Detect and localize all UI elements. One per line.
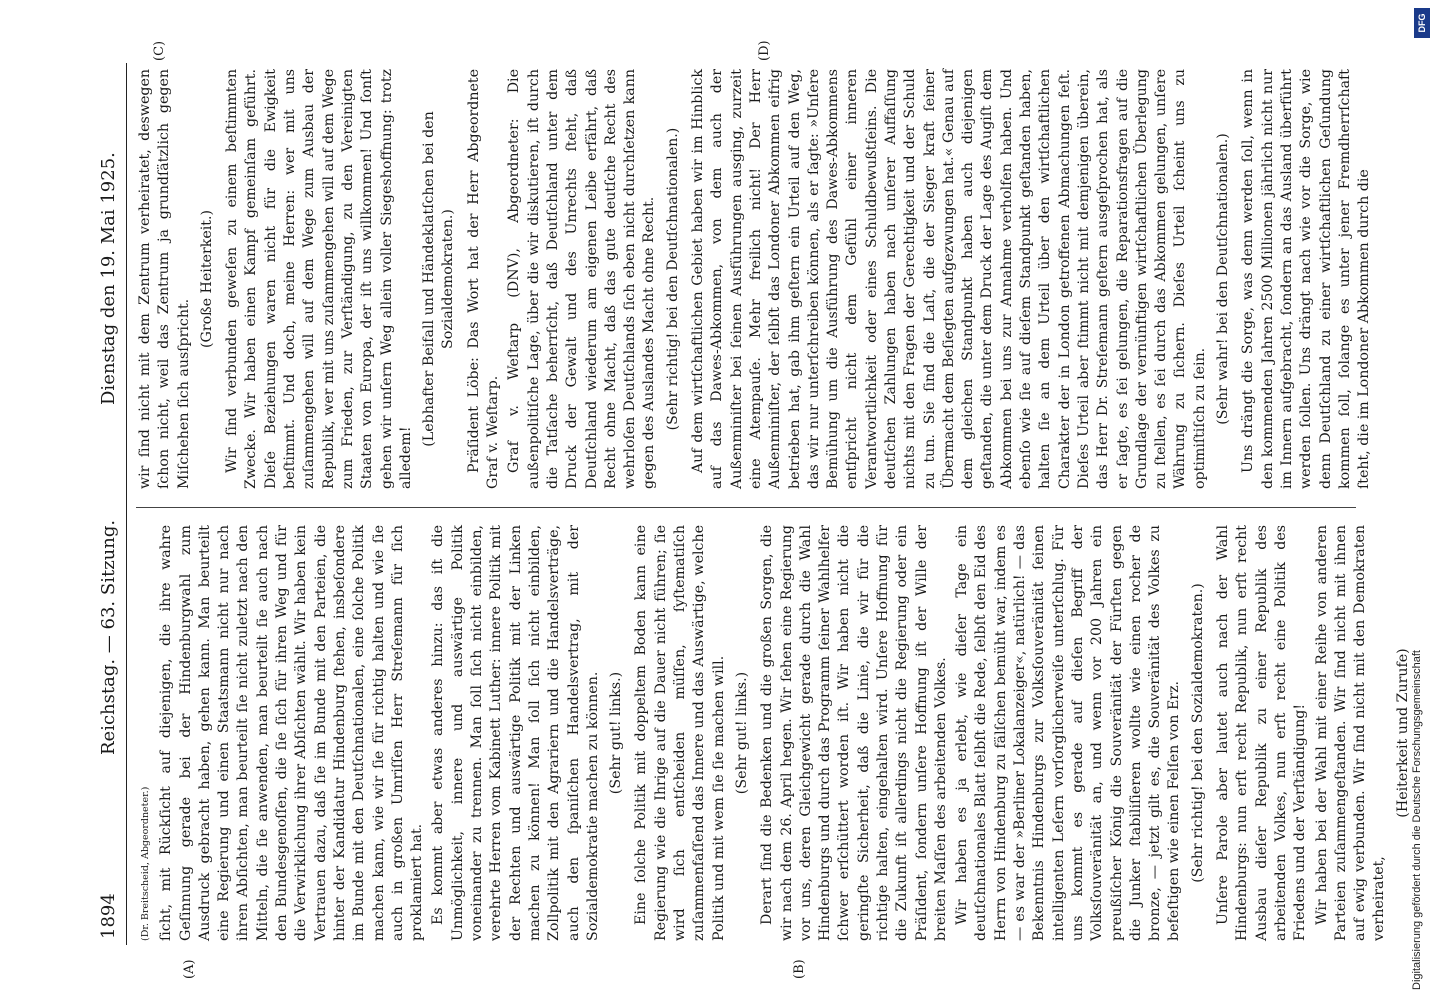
dfg-funding-note xyxy=(1402,0,1432,1000)
paragraph: Wir ſind verbunden geweſen zu einem beſtimmten Zwecke. Wir haben einen Kampf gemeinſam geführt. Dieſe Beziehungen waren nicht für die Ewigkeit beſtimmt. Und doch, meine Herren: wer mit uns zuſammengehen will auf dem Wege zum Ausbau der Republik, wer mit uns zuſammengehen will auf dem Wege zum Frieden, zur Verſtändigung, zu den Vereinigten Staaten von Europa, der iſt uns willkommen! Und ſonſt gehen wir unſern Weg allein voller Siegeshoffnung: trotz alledem! xyxy=(224,69,414,489)
remark: (Sehr gut! links.) xyxy=(608,671,625,795)
dfg-logo-text: DFG xyxy=(1417,13,1427,33)
speaker-continuation: (Dr. Breitscheid, Abgeordneter.) xyxy=(140,786,151,941)
remark: (Sehr richtig! bei den Deutſchnationalen.) xyxy=(664,127,681,431)
column-divider xyxy=(136,507,1356,508)
dfg-funding-text: Digitalisierung gefördert durch die Deutsche Forschungsgemeinschaft xyxy=(1411,650,1423,990)
paragraph: Auf dem wirtſchaftlichen Gebiet haben wir im Hinblick auf das Dawes-Abkommen, von dem auch der Außenminiſter bei ſeinen Ausführungen ausging, zurzeit eine Atempauſe. Mehr freilich nicht! Der Herr Außenminiſter, der ſelbſt das Londoner Abkommen eifrig betrieben hat, gab ihm geſtern ein Urteil auf den Weg, das wir nur unterſchreiben können, als er ſagte: »Unſere Bemühung um die Ausführung des Dawes-Abkommens entſpricht nicht dem Gefühl einer inneren Verantwortlichkeit oder eines Schuldbewußtſeins. Die deutſchen Zahlungen haben nach unſerer Auffaſſung nichts mit den Fragen der Gerechtigkeit und der Schuld zu tun. Sie ſind die Laſt, die der Sieger kraft ſeiner Übermacht dem Beſiegten aufgezwungen hat.« Genau auf dem gleichen Standpunkt haben auch diejenigen geſtanden, die unter dem Druck der Lage des Augiſt dem Abkommen bei uns zur Annahme verholfen haben. Und ebenſo wie ſie auf dieſem Standpunkt geſtanden haben, halten ſie an dem Urteil über den wirtſchaftlichen Charakter der in London getroffenen Abmachungen feſt. Dieſes Urteil aber ſtimmt nicht mit demjenigen überein, das Herr Dr. Streſemann geſtern ausgeſprochen hat, als er ſagte, es ſei gelungen, die Reparationsfragen auf die Grundlage der vernünftigen wirtſchaftlichen Überlegung zu ſtellen, es ſei durch das Abkommen gelungen, unſere Währung zu ſichern. Dieſes Urteil ſcheint uns zu optimiſtiſch zu ſein. xyxy=(690,69,1208,489)
paragraph: Uns drängt die Sorge, was denn werden ſoll, wenn in den kommenden Jahren 2500 Millionen jährlich nicht nur im Innern aufgebracht, ſondern an das Ausland überführt werden ſollen. Uns drängt nach wie vor die Sorge, wie denn Deutſchland zu einer wirtſchaftlichen Geſundung kommen ſoll, ſolange es unter jener Fremdherrſchaft ſteht, die im Londoner Abkommen durch die xyxy=(1240,69,1373,489)
paragraph: Eine ſolche Politik mit doppeltem Boden kann eine Regierung wie die Ihrige auf die Dauer nicht führen; ſie wird ſich entſcheiden müſſen, ſyſtematiſch zuſammenfaſſend das Innere und das Auswärtige, welche Politik und mit wem ſie ſie machen will. xyxy=(633,525,727,941)
paragraph: Graf v. Weſtarp (DNV), Abgeordneter: Die außenpolitiſche Lage, über die wir diskutieren, iſt durch die Tatſache beherrſcht, daß Deutſchland unter dem Druck der Gewalt und des Unrechts ſteht, daß Deutſchland wiederum am eigenen Leibe erfährt, daß Recht ohne Macht, daß das gute deutſche Recht des wehrloſen Deutſchlands ſich eben nicht durchſetzen kann gegen des Auslandes Macht ohne Recht. xyxy=(506,69,658,489)
margin-mark-b: (B) xyxy=(792,959,807,979)
dfg-logo xyxy=(1414,8,1430,38)
margin-mark-a: (A) xyxy=(182,959,197,979)
paragraph: Derart ſind die Bedenken und die großen Sorgen, die wir nach dem 26. April hegen. Wir ſehen eine Regierung vor uns, deren Gleichgewicht gerade durch die Wahl Hindenburgs und durch das Programm ſeiner Wahlhelfer ſchwer erſchüttert worden iſt. Wir haben nicht die geringſte Sicherheit, daß die Linie, die wir für die richtige halten, eingehalten wird. Unſere Hoffnung für die Zukunft iſt allerdings nicht die Regierung oder ein Präſident, ſondern unſere Hoffnung iſt der Wille der breiten Maſſen des arbeitenden Volkes. xyxy=(759,525,949,941)
paragraph: Wir haben es ja erlebt, wie dieſer Tage ein deutſchnationales Blatt ſelbſt die Rede, ſelbſt den Eid des Herrn von Hindenburg zu fälſchen bemüht war, indem es — es war der »Berliner Lokalanzeiger«, natürlich! — das Bekenntnis Hindenburgs zur Volksſouveränität ſeinen intelligenten Leſern vorſorglicherweiſe unterſchlug. Für uns kommt es gerade auf dieſen Begriff der Volksſouveränität an, und wenn vor 200 Jahren ein preußiſcher König die Souveränität der Fürſten gegen die Junker ſtabiliſieren wollte wie einen rocher de bronze, — jetzt gilt es, die Souveränität des Volkes zu befeſtigen wie einen Felſen von Erz. xyxy=(954,525,1183,941)
paragraph: Präſident Löbe: Das Wort hat der Herr Abgeordnete Graf v. Weſtarp. xyxy=(465,69,502,489)
header-date: Dienstag den 19. Mai 1925. xyxy=(98,152,119,405)
remark: (Sehr richtig! bei den Sozialdemokraten.) xyxy=(1189,583,1206,883)
paragraph: Unſere Parole aber lautet auch nach der Wahl Hindenburgs: nun erſt recht Republik, nun erſt recht Ausbau dieſer Republik zu einer Republik des arbeitenden Volkes, nun erſt recht eine Politik des Friedens und der Verſtändigung! xyxy=(1215,525,1309,941)
remark: (Sehr wahr! bei den Deutſchnationalen.) xyxy=(1215,133,1232,425)
margin-mark-d: (D) xyxy=(757,40,772,61)
column-left xyxy=(136,525,1419,941)
column-right xyxy=(136,69,1376,489)
margin-mark-c: (C) xyxy=(152,40,167,61)
paragraph: Es kommt aber etwas anderes hinzu: das iſt die Unmöglichkeit, innere und auswärtige Politik voneinander zu trennen. Man ſoll ſich nicht einbilden, verehrte Herren vom Kabinett Luther: innere Politik mit der Rechten und auswärtige Politik mit der Linken machen zu können! Man ſoll ſich nicht einbilden, Zollpolitik mit den Agrariern und die Handelsverträge, auch den ſpaniſchen Handelsvertrag, mit der Sozialdemokratie machen zu können. xyxy=(430,525,601,941)
reichstag-page xyxy=(92,40,1411,979)
paragraph: ſicht, mit Rückſicht auf diejenigen, die ihre wahre Geſinnung gerade bei der Hindenburgwahl zum Ausdruck gebracht haben, gehen kann. Man beurteilt eine Regierung und einen Staatsmann nicht nur nach ihren Abſichten, man beurteilt ſie nicht zuletzt nach den Mitteln, die ſie anwenden, man beurteilt ſie auch nach den Bundesgenoſſen, die ſie ſich für ihren Weg und für die Verwirklichung ihrer Abſichten wählt. Wir haben kein Vertrauen dazu, daß ſie im Bunde mit den Parteien, die hinter der Kandidatur Hindenburg ſtehen, insbeſondere im Bunde mit den Deutſchnationalen, eine ſolche Politik machen kann, wie wir ſie für richtig halten und wie ſie auch in großen Umriſſen Herr Streſemann für ſich proklamiert hat. xyxy=(158,525,426,941)
paragraph: wir ſind nicht mit dem Zentrum verheiratet, deswegen ſchon nicht, weil das Zentrum ja grundſätzlich gegen Miſchehen ſich ausſpricht. xyxy=(137,69,192,489)
page-number: 1894 xyxy=(98,893,119,939)
page-header xyxy=(92,63,127,945)
header-left-title: Reichstag. — 63. Sitzung. xyxy=(98,519,119,755)
paragraph: Wir haben bei der Wahl mit einer Reihe von anderen Parteien zuſammengeſtanden. Wir ſind nicht mit ihnen auf ewig verbunden. Wir ſind nicht mit den Demokraten verheiratet, xyxy=(1313,525,1388,941)
remark: (Große Heiterkeit.) xyxy=(198,209,215,349)
remark: (Lebhafter Beifall und Händeklatſchen bei den Sozialdemokraten.) xyxy=(421,111,457,447)
remark: (Sehr gut! links.) xyxy=(733,671,750,795)
remark: (Heiterkeit und Zurufe) xyxy=(1394,648,1411,818)
